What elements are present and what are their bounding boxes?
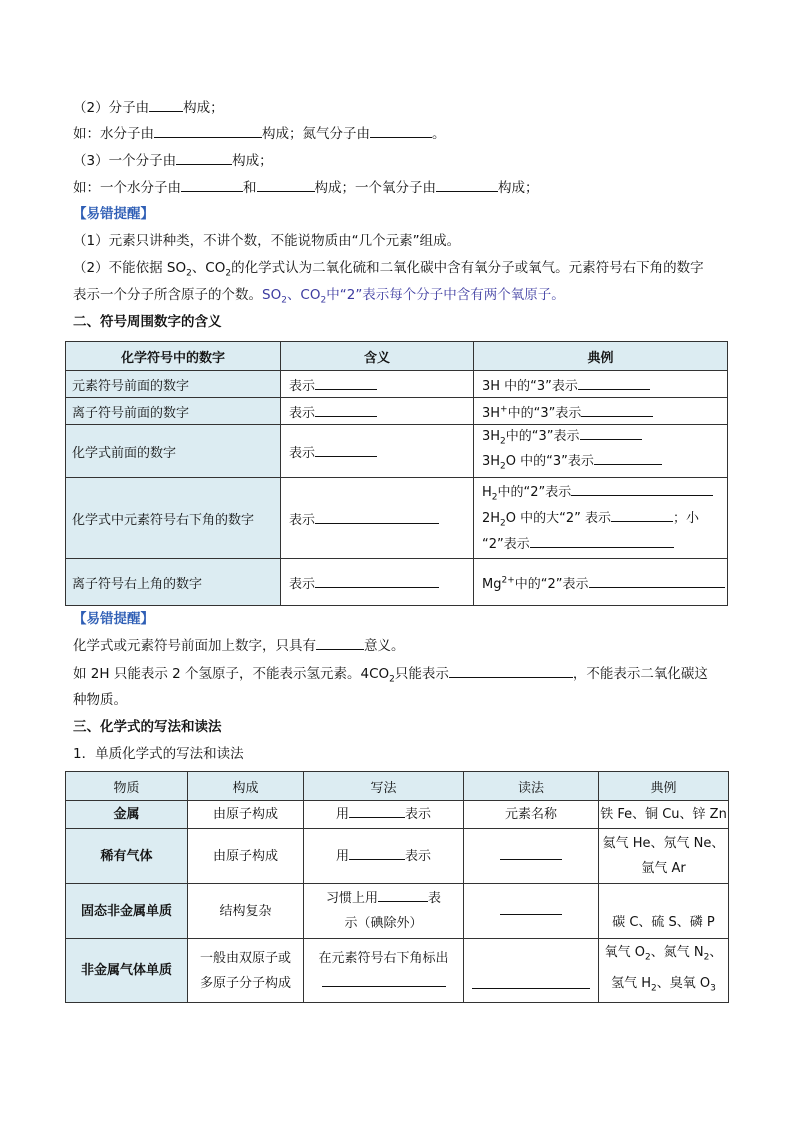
comp-line: 一般由双原子或 [199, 950, 291, 966]
text: 中的“3”表示 [505, 429, 580, 445]
col-header: 构成 [188, 772, 304, 801]
meaning-cell [281, 559, 474, 606]
table-row [66, 425, 728, 478]
blank[interactable] [581, 403, 653, 417]
example-line [600, 940, 727, 971]
example-cell [599, 939, 729, 1003]
blank[interactable] [611, 508, 673, 522]
blank[interactable] [176, 151, 232, 165]
sup: 2+ [501, 575, 515, 586]
sub: 2 [500, 518, 506, 529]
text: 如：水分子由 [73, 126, 154, 142]
sub: 2 [500, 461, 506, 472]
table-row [66, 478, 728, 559]
tip-point-2 [73, 259, 704, 283]
blank[interactable] [349, 846, 405, 860]
table-row [66, 801, 729, 829]
write-line: 示（碘除外） [344, 916, 423, 931]
text: 和 [243, 180, 257, 196]
write-cell [304, 801, 464, 829]
table-header-row [66, 342, 728, 371]
text: 构成；氮气分子由 [262, 126, 370, 142]
example-cell: 铁 Fe、铜 Cu、锌 Zn [599, 801, 729, 829]
write-line: 在元素符号右下角标出 [318, 950, 449, 966]
blank[interactable] [315, 574, 439, 588]
text: Mg [482, 576, 502, 592]
text: 、 [709, 945, 723, 960]
text: 表示 [289, 576, 316, 592]
intro-line-1 [73, 98, 224, 117]
text: 表示 [289, 445, 316, 461]
example-cell [474, 398, 728, 425]
text: 表示 [289, 378, 316, 394]
table-row [66, 559, 728, 606]
text: 中的“3”表示 [507, 405, 582, 421]
text: 表示 [405, 848, 432, 864]
text: 意义。 [364, 638, 405, 654]
example-line [482, 508, 726, 534]
intro-line-3 [73, 151, 273, 170]
example-line [482, 482, 726, 508]
row-label: 固态非金属单质 [66, 884, 188, 939]
blank[interactable] [378, 888, 428, 902]
text: 中“2”表示每个分子中含有两个氧原子。 [326, 287, 565, 303]
sub: 2 [281, 295, 287, 306]
example-line: 氦气 He、氖气 Ne、 [602, 836, 725, 851]
text: 构成； [232, 153, 273, 169]
write-cell [304, 884, 464, 939]
section-2-title: 二、符号周围数字的含义 [73, 314, 222, 330]
meaning-cell [281, 478, 474, 559]
highlight [262, 287, 565, 306]
sub: 2 [703, 952, 710, 963]
text: 、臭氧 O [656, 975, 711, 991]
sub: 2 [320, 295, 327, 306]
text: 表示 [289, 405, 316, 421]
meaning-cell [281, 398, 474, 425]
formula-table [65, 771, 729, 1003]
text: O 中的大“2” 表示 [505, 511, 612, 526]
text: 构成；一个氧分子由 [314, 180, 436, 196]
blank[interactable] [580, 426, 642, 440]
text: 。 [432, 126, 446, 142]
comp-cell [188, 939, 304, 1003]
blank[interactable] [500, 846, 562, 860]
text: 、氮气 N [650, 945, 704, 960]
col-header: 读法 [464, 772, 599, 801]
text: 表示 [289, 512, 316, 528]
tip-point-2-cont [73, 286, 565, 310]
text: 3H 中的“3”表示 [482, 378, 578, 394]
example-line [482, 426, 726, 451]
tip2-point-2 [73, 664, 708, 689]
col-header: 典例 [474, 342, 728, 371]
row-label: 化学式前面的数字 [66, 425, 281, 478]
blank[interactable] [472, 975, 590, 989]
text: 用 [335, 848, 349, 864]
meaning-cell [281, 425, 474, 478]
text: 3H [482, 405, 501, 421]
sub: 2 [389, 674, 395, 685]
read-cell [464, 829, 599, 884]
comp-line: 多原子分子构成 [199, 975, 291, 991]
example-line [482, 451, 726, 476]
text: H [482, 485, 492, 501]
row-label: 元素符号前面的数字 [66, 371, 281, 398]
text: “2”表示 [482, 536, 530, 552]
text: 化学式或元素符号前面加上数字，只具有 [73, 638, 316, 654]
blank[interactable] [315, 510, 439, 524]
blank[interactable] [436, 178, 498, 192]
blank[interactable] [530, 534, 674, 548]
text: 如：一个水分子由 [73, 180, 181, 196]
write-cell [304, 829, 464, 884]
blank[interactable] [315, 376, 377, 390]
text: 氧气 O [604, 945, 646, 960]
text: ；小 [673, 511, 700, 526]
tip-title: 【易错提醒】 [73, 206, 154, 222]
sub: 2 [500, 437, 506, 447]
text: 3H [482, 454, 501, 469]
intro-line-2 [73, 124, 446, 143]
text: 习惯上用 [325, 891, 378, 906]
text: ，不能表示二氧化碳这 [572, 666, 708, 682]
row-label: 稀有气体 [66, 829, 188, 884]
blank[interactable] [370, 124, 432, 138]
meaning-cell [281, 371, 474, 398]
text: 中的“2”表示 [497, 485, 572, 501]
write-line [305, 971, 462, 996]
sub: 2 [491, 493, 498, 503]
table-row [66, 884, 729, 939]
text: （3）一个分子由 [73, 153, 177, 169]
sub: 3 [710, 983, 716, 994]
col-header: 写法 [304, 772, 464, 801]
text: 氢气 H [611, 975, 652, 991]
read-cell: 元素名称 [464, 801, 599, 829]
blank[interactable] [149, 98, 183, 112]
blank[interactable] [181, 178, 243, 192]
row-label: 化学式中元素符号右下角的数字 [66, 478, 281, 559]
col-header: 物质 [66, 772, 188, 801]
row-label: 离子符号右上角的数字 [66, 559, 281, 606]
sub: 2 [186, 268, 192, 279]
sub: 2 [645, 952, 651, 963]
text: （2）不能依据 SO [73, 260, 187, 276]
blank[interactable] [500, 901, 562, 915]
blank[interactable] [589, 574, 725, 588]
text: 的化学式认为二氧化硫和二氧化碳中含有氧分子或氧气。元素符号右下角的数字 [231, 260, 704, 276]
sup: + [500, 404, 508, 415]
col-header: 含义 [281, 342, 474, 371]
blank[interactable] [316, 636, 364, 650]
section-3-title: 三、化学式的写法和读法 [73, 719, 222, 735]
read-cell [464, 884, 599, 939]
tip-title: 【易错提醒】 [73, 611, 154, 627]
blank[interactable] [449, 664, 573, 678]
blank[interactable] [154, 124, 262, 138]
example-line [600, 971, 727, 1002]
text: 表 [428, 891, 442, 906]
comp-cell: 结构复杂 [188, 884, 304, 939]
text: 中的“2”表示 [514, 576, 589, 592]
comp-cell: 由原子构成 [188, 801, 304, 829]
example-line: 氩气 Ar [641, 861, 686, 876]
text: SO [262, 287, 282, 303]
example-line [482, 534, 726, 554]
example-cell [474, 371, 728, 398]
number-meaning-table [65, 341, 728, 606]
comp-cell: 由原子构成 [188, 829, 304, 884]
row-label: 非金属气体单质 [66, 939, 188, 1003]
text: 只能表示 [394, 666, 449, 682]
table-row [66, 398, 728, 425]
text: 表示 [405, 807, 432, 822]
section-3-subtitle: 1．单质化学式的写法和读法 [73, 746, 244, 762]
text: 如 2H 只能表示 2 个氢原子，不能表示氢元素。4CO [73, 666, 390, 682]
col-header: 典例 [599, 772, 729, 801]
blank[interactable] [571, 482, 713, 496]
blank[interactable] [578, 376, 650, 390]
sub: 2 [225, 268, 232, 279]
tip-point-1: （1）元素只讲种类，不讲个数，不能说物质由“几个元素”组成。 [73, 233, 461, 249]
row-label: 金属 [66, 801, 188, 829]
blank[interactable] [594, 451, 662, 465]
text: 构成； [183, 100, 224, 116]
blank[interactable] [315, 403, 377, 417]
write-line [305, 886, 462, 911]
tip2-point-1 [73, 636, 405, 655]
table-header-row [66, 772, 729, 801]
table-row [66, 939, 729, 1003]
table-row [66, 371, 728, 398]
col-header: 化学符号中的数字 [66, 342, 281, 371]
tip2-point-2-cont: 种物质。 [73, 692, 127, 708]
example-cell [474, 425, 728, 478]
text: 、CO [286, 287, 321, 303]
text: 3H [482, 429, 501, 445]
blank[interactable] [349, 804, 405, 818]
text: 2H [482, 511, 501, 526]
text: 构成； [498, 180, 539, 196]
example-cell [474, 478, 728, 559]
text: O 中的“3”表示 [505, 454, 594, 469]
write-cell [304, 939, 464, 1003]
example-cell [474, 559, 728, 606]
text: （2）分子由 [73, 100, 150, 116]
row-label: 离子符号前面的数字 [66, 398, 281, 425]
blank[interactable] [315, 443, 377, 457]
blank[interactable] [257, 178, 315, 192]
text: 表示一个分子所含原子的个数。 [73, 287, 262, 303]
text: 用 [335, 807, 349, 822]
table-row [66, 829, 729, 884]
blank[interactable] [322, 973, 446, 987]
text: 、CO [191, 260, 226, 276]
sub: 2 [651, 983, 657, 994]
example-cell [599, 829, 729, 884]
intro-line-4 [73, 178, 539, 197]
example-cell: 碳 C、硫 S、磷 P [599, 884, 729, 939]
read-cell [464, 939, 599, 1003]
